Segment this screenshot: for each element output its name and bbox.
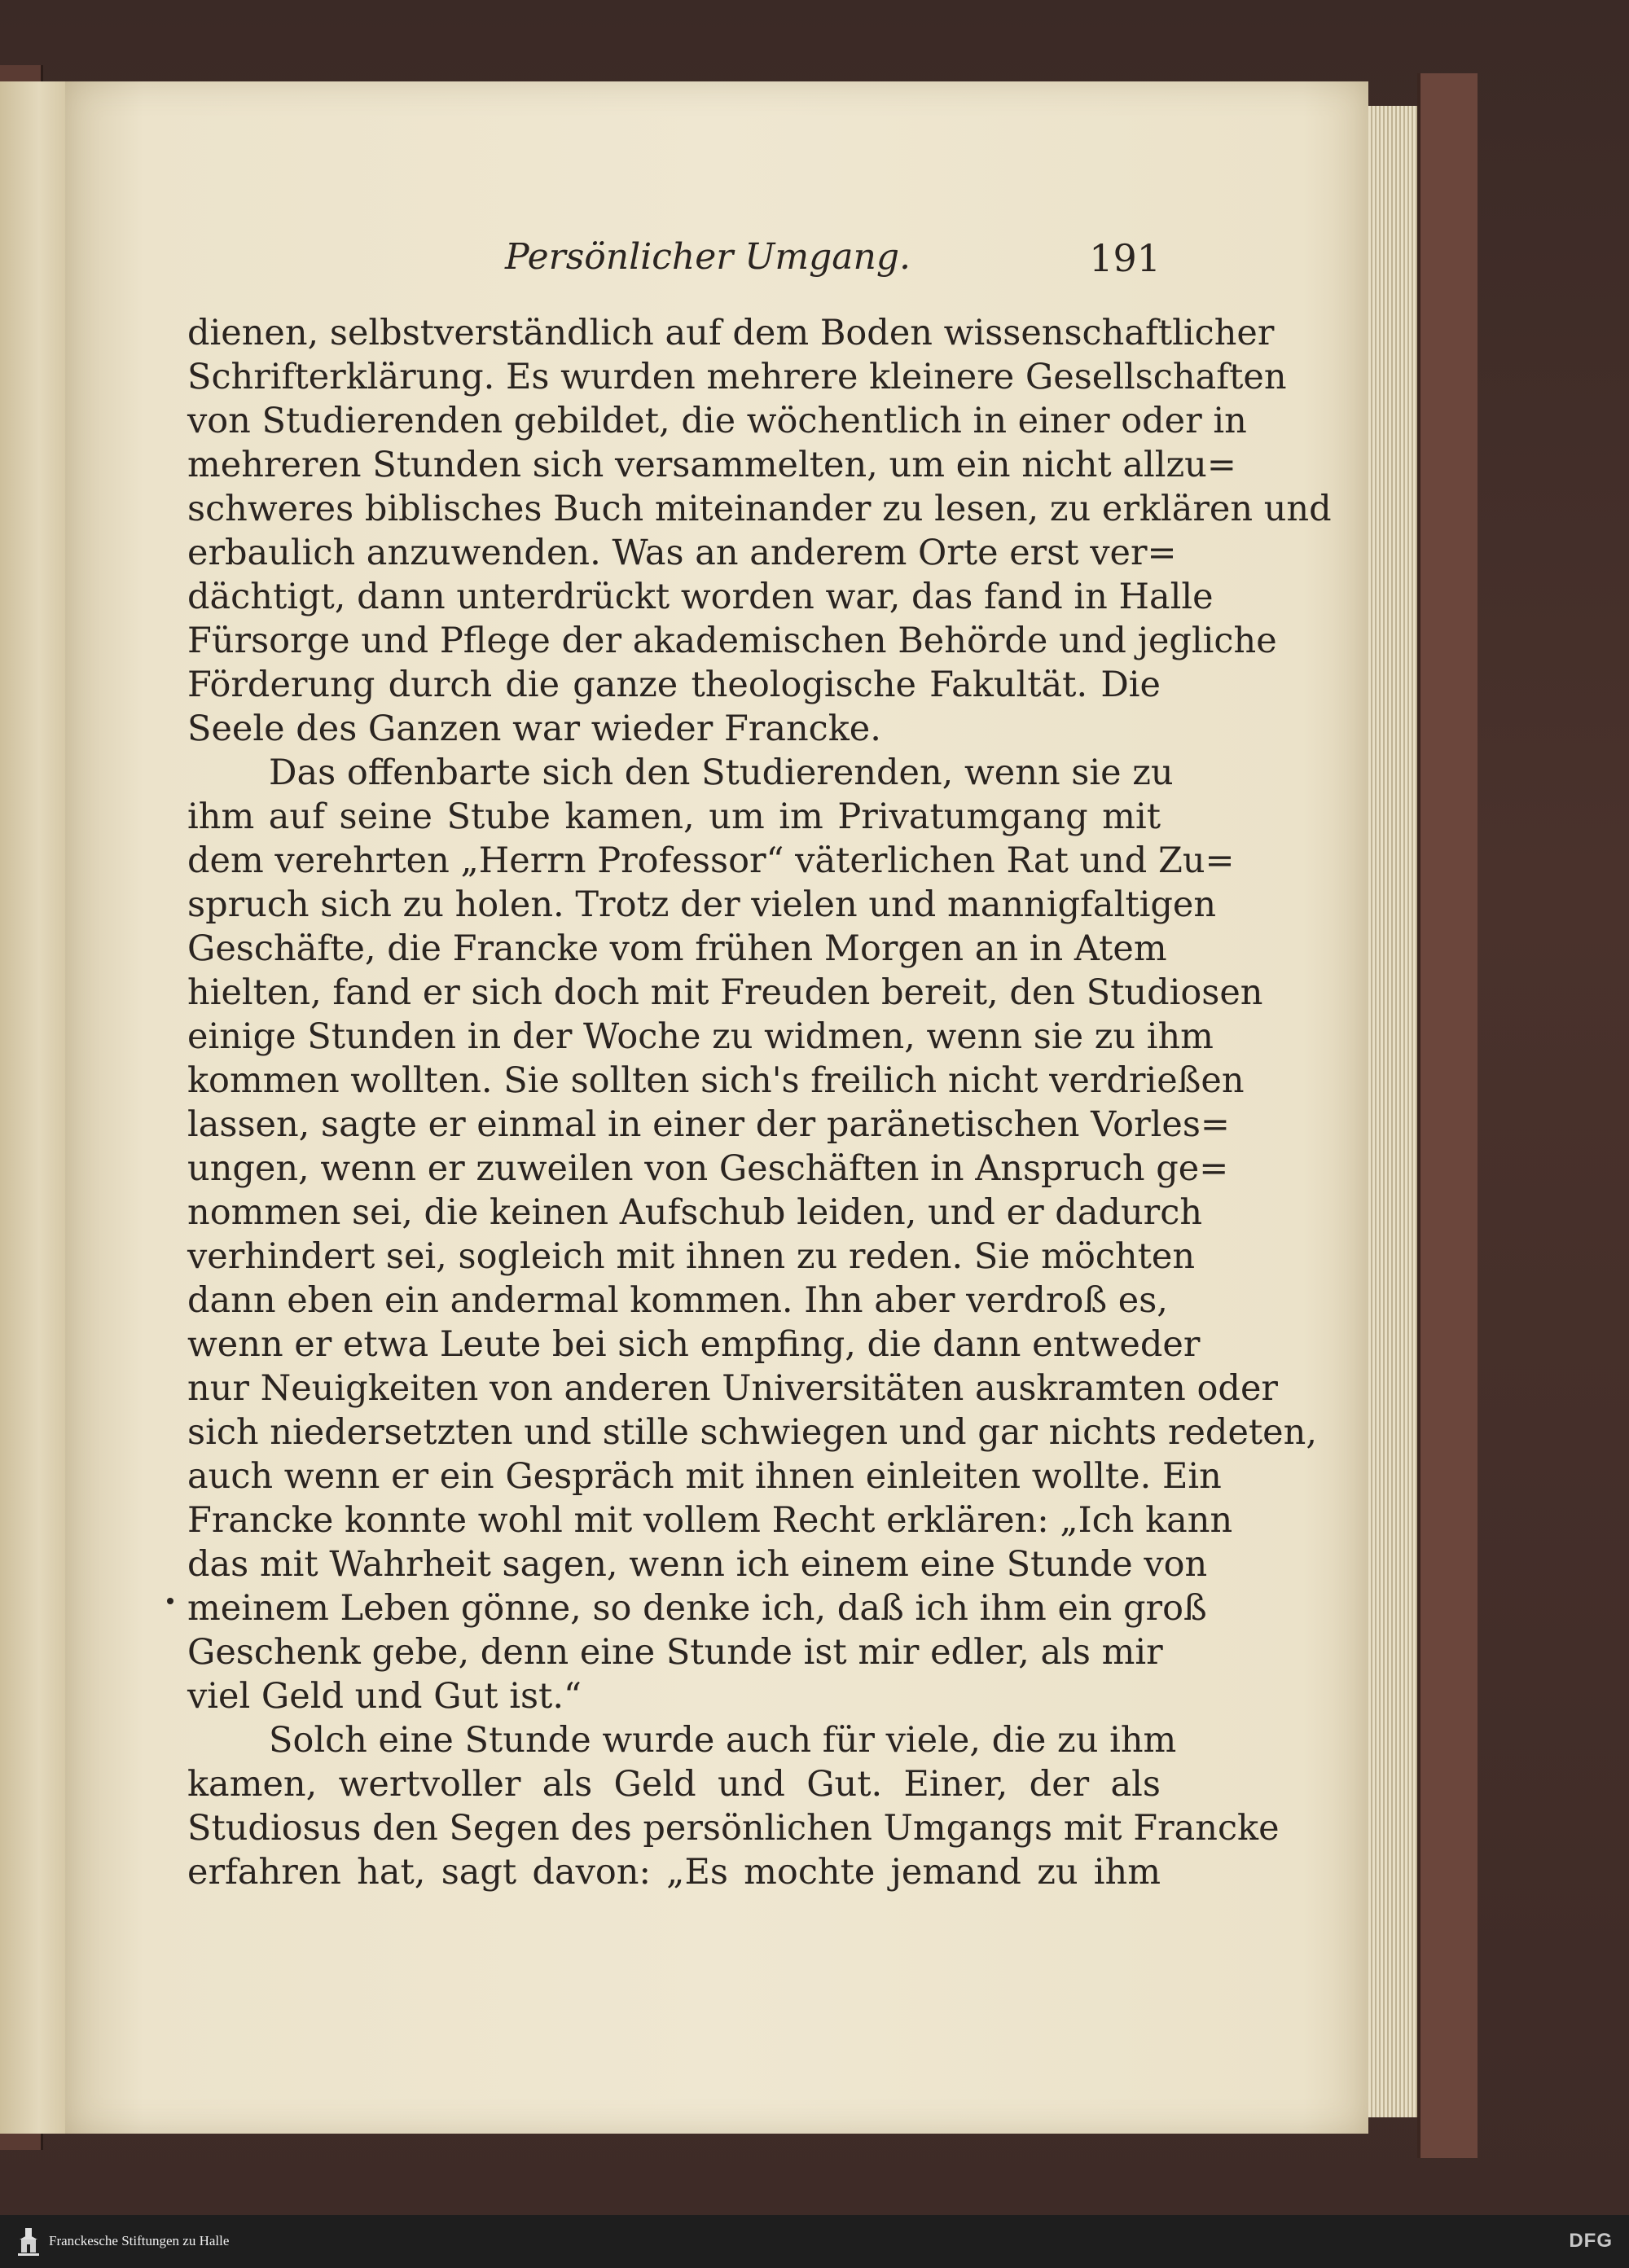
text-line: dienen, selbstverständlich auf dem Boden wissenschaftlicher xyxy=(187,313,1275,353)
text-line: erbaulich anzuwenden. Was an anderem Orte erst ver= xyxy=(187,533,1177,573)
text-line: das mit Wahrheit sagen, wenn ich einem eine Stunde von xyxy=(187,1544,1208,1585)
text-line: schweres biblisches Buch miteinander zu lesen, zu erklären und xyxy=(187,489,1332,529)
text-line: von Studierenden gebildet, die wöchentlich in einer oder in xyxy=(187,401,1247,441)
text-line: sich niedersetzten und stille schwiegen und gar nichts redeten, xyxy=(187,1412,1317,1453)
running-title: Persönlicher Umgang. xyxy=(505,236,911,278)
text-line: erfahren hat, sagt davon: „Es mochte jemand zu ihm xyxy=(187,1852,1161,1893)
paragraph-start-line: Das offenbarte sich den Studierenden, wenn sie zu xyxy=(269,752,1174,793)
text-line: dächtigt, dann unterdrückt worden war, das fand in Halle xyxy=(187,577,1214,617)
footer-bar xyxy=(0,2215,1629,2268)
text-line: kommen wollten. Sie sollten sich's freilich nicht verdrießen xyxy=(187,1060,1245,1101)
text-line: nommen sei, die keinen Aufschub leiden, und er dadurch xyxy=(187,1192,1203,1233)
text-line: Schrifterklärung. Es wurden mehrere kleinere Gesellschaften xyxy=(187,357,1287,397)
dfg-logo: DFG xyxy=(1569,2230,1613,2252)
page-number: 191 xyxy=(1089,236,1161,280)
text-line: spruch sich zu holen. Trotz der vielen und mannigfaltigen xyxy=(187,884,1217,925)
page-edges xyxy=(1368,106,1417,2117)
text-line: meinem Leben gönne, so denke ich, daß ich ihm ein groß xyxy=(187,1588,1207,1629)
text-line: einige Stunden in der Woche zu widmen, wenn sie zu ihm xyxy=(187,1016,1214,1057)
text-line: Förderung durch die ganze theologische Fakultät. Die xyxy=(187,665,1161,705)
institution-logo-icon xyxy=(16,2226,41,2257)
margin-mark xyxy=(167,1598,173,1604)
text-line: Studiosus den Segen des persönlichen Umgangs mit Francke xyxy=(187,1808,1280,1849)
text-line: mehreren Stunden sich versammelten, um ein nicht allzu= xyxy=(187,445,1236,485)
text-line: Fürsorge und Pflege der akademischen Behörde und jegliche xyxy=(187,621,1277,661)
institution-name: Franckesche Stiftungen zu Halle xyxy=(49,2233,230,2248)
text-line: kamen, wertvoller als Geld und Gut. Einer, der als xyxy=(187,1764,1161,1805)
text-line: verhindert sei, sogleich mit ihnen zu reden. Sie möchten xyxy=(187,1236,1196,1277)
text-line: hielten, fand er sich doch mit Freuden bereit, den Studiosen xyxy=(187,972,1263,1013)
text-line: viel Geld und Gut ist.“ xyxy=(187,1676,582,1717)
text-line: nur Neuigkeiten von anderen Universitäten auskramten oder xyxy=(187,1368,1278,1409)
text-line: Geschäfte, die Francke vom frühen Morgen an in Atem xyxy=(187,928,1167,969)
text-line: Geschenk gebe, denn eine Stunde ist mir edler, als mir xyxy=(187,1632,1163,1673)
text-line: Seele des Ganzen war wieder Francke. xyxy=(187,708,881,749)
text-line: dann eben ein andermal kommen. Ihn aber verdroß es, xyxy=(187,1280,1168,1321)
text-line: wenn er etwa Leute bei sich empfing, die dann entweder xyxy=(187,1324,1201,1365)
text-line: ihm auf seine Stube kamen, um im Privatumgang mit xyxy=(187,796,1161,837)
body-text xyxy=(187,311,1332,1894)
text-line: Francke konnte wohl mit vollem Recht erklären: „Ich kann xyxy=(187,1500,1233,1541)
text-line: ungen, wenn er zuweilen von Geschäften in Anspruch ge= xyxy=(187,1148,1229,1189)
right-cover-board xyxy=(1417,73,1478,2158)
previous-page-edge xyxy=(0,81,65,2134)
text-line: lassen, sagte er einmal in einer der paränetischen Vorles= xyxy=(187,1104,1230,1145)
paragraph-start-line: Solch eine Stunde wurde auch für viele, die zu ihm xyxy=(269,1720,1177,1761)
text-line: dem verehrten „Herrn Professor“ väterlichen Rat und Zu= xyxy=(187,840,1235,881)
text-line: auch wenn er ein Gespräch mit ihnen einleiten wollte. Ein xyxy=(187,1456,1222,1497)
